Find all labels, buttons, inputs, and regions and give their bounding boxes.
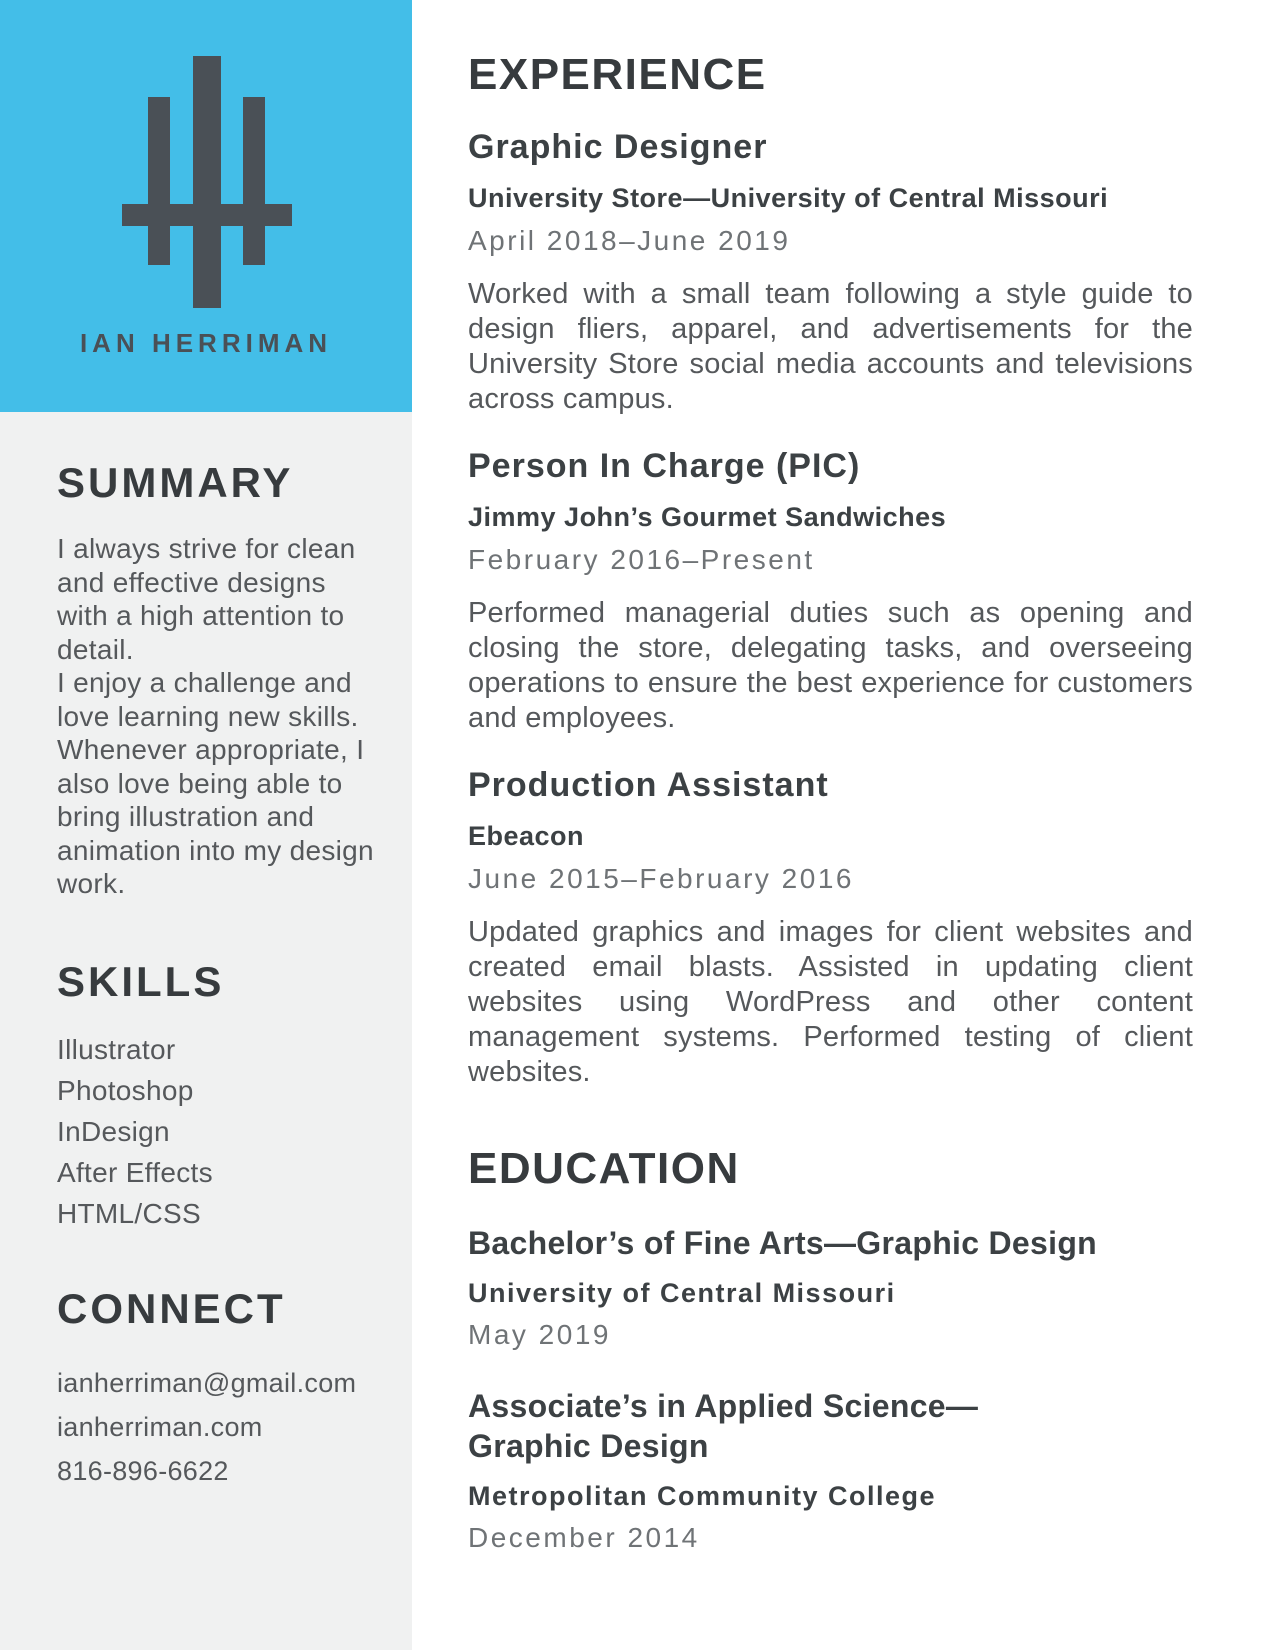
skill-item: Photoshop <box>57 1075 194 1107</box>
connect-heading: CONNECT <box>57 1285 286 1333</box>
experience-heading: EXPERIENCE <box>468 50 767 99</box>
degree-school: University of Central Missouri <box>468 1277 896 1308</box>
experience-section <box>468 52 1193 1090</box>
education-section <box>468 1146 1193 1554</box>
connect-email: ianherriman@gmail.com <box>57 1367 357 1398</box>
logo-bar-center <box>193 56 221 308</box>
degree-bachelors <box>468 1223 1193 1352</box>
job-title: Production Assistant <box>468 766 829 805</box>
job-dates: April 2018–June 2019 <box>468 224 791 256</box>
degree-date: December 2014 <box>468 1521 700 1553</box>
degree-title-line: Bachelor’s of Fine Arts—Graphic Design <box>468 1224 1098 1261</box>
skills-heading: SKILLS <box>57 957 225 1005</box>
job-dates: February 2016–Present <box>468 543 815 575</box>
job-title: Graphic Designer <box>468 128 768 167</box>
connect-website: ianherriman.com <box>57 1411 263 1442</box>
job-graphic-designer <box>468 128 1193 417</box>
degree-title-line: Associate’s in Applied Science— <box>468 1387 979 1424</box>
main-content <box>468 0 1193 1555</box>
logo-bar-cross <box>122 204 292 226</box>
degree-date: May 2019 <box>468 1319 611 1350</box>
job-description: Performed managerial duties such as opening and closing the store, delegating tasks, and overseeing operations to ensure the best experience for customers and employees. <box>468 597 1193 735</box>
skill-item: InDesign <box>57 1116 170 1148</box>
job-organization: Ebeacon <box>468 821 585 852</box>
skill-item: Illustrator <box>57 1034 176 1066</box>
degree-school: Metropolitan Community College <box>468 1480 937 1511</box>
job-description: Updated graphics and images for client websites and created email blasts. Assisted in updating client websites using WordPress and other content management systems. Performed testing of client websites. <box>468 916 1193 1089</box>
skill-item: After Effects <box>57 1157 213 1189</box>
job-organization: University Store—University of Central Missouri <box>468 183 1109 214</box>
job-organization: Jimmy John’s Gourmet Sandwiches <box>468 502 947 533</box>
logo-bar-right <box>243 97 265 265</box>
sidebar <box>0 0 412 1650</box>
degree-title-line: Graphic Design <box>468 1427 709 1464</box>
job-description: Worked with a small team following a style guide to design fliers, apparel, and advertisements for the University Store social media accounts and televisions across campus. <box>468 278 1193 416</box>
logo-bar-left <box>148 97 170 265</box>
job-production-assistant <box>468 766 1193 1090</box>
job-title: Person In Charge (PIC) <box>468 447 861 486</box>
summary-line: I enjoy a challenge and love learning new skills. Whenever appropriate, I also love being able to bring illustration and animation into my design work. <box>57 667 374 900</box>
skills-list <box>57 1029 384 1234</box>
degree-title <box>468 1223 1193 1263</box>
summary-line: I always strive for clean and effective designs with a high attention to detail. <box>57 533 356 665</box>
person-name: IAN HERRIMAN <box>79 328 333 358</box>
summary-heading: SUMMARY <box>57 459 294 506</box>
sidebar-content <box>0 412 412 1493</box>
connect-list <box>57 1361 384 1493</box>
degree-title <box>468 1386 1193 1466</box>
job-dates: June 2015–February 2016 <box>468 862 854 894</box>
education-heading: EDUCATION <box>468 1144 740 1194</box>
skill-item: HTML/CSS <box>57 1198 201 1230</box>
degree-associates <box>468 1386 1193 1555</box>
summary-text <box>57 532 384 901</box>
job-person-in-charge <box>468 447 1193 736</box>
header-block <box>0 0 412 412</box>
connect-phone: 816-896-6622 <box>57 1455 229 1486</box>
